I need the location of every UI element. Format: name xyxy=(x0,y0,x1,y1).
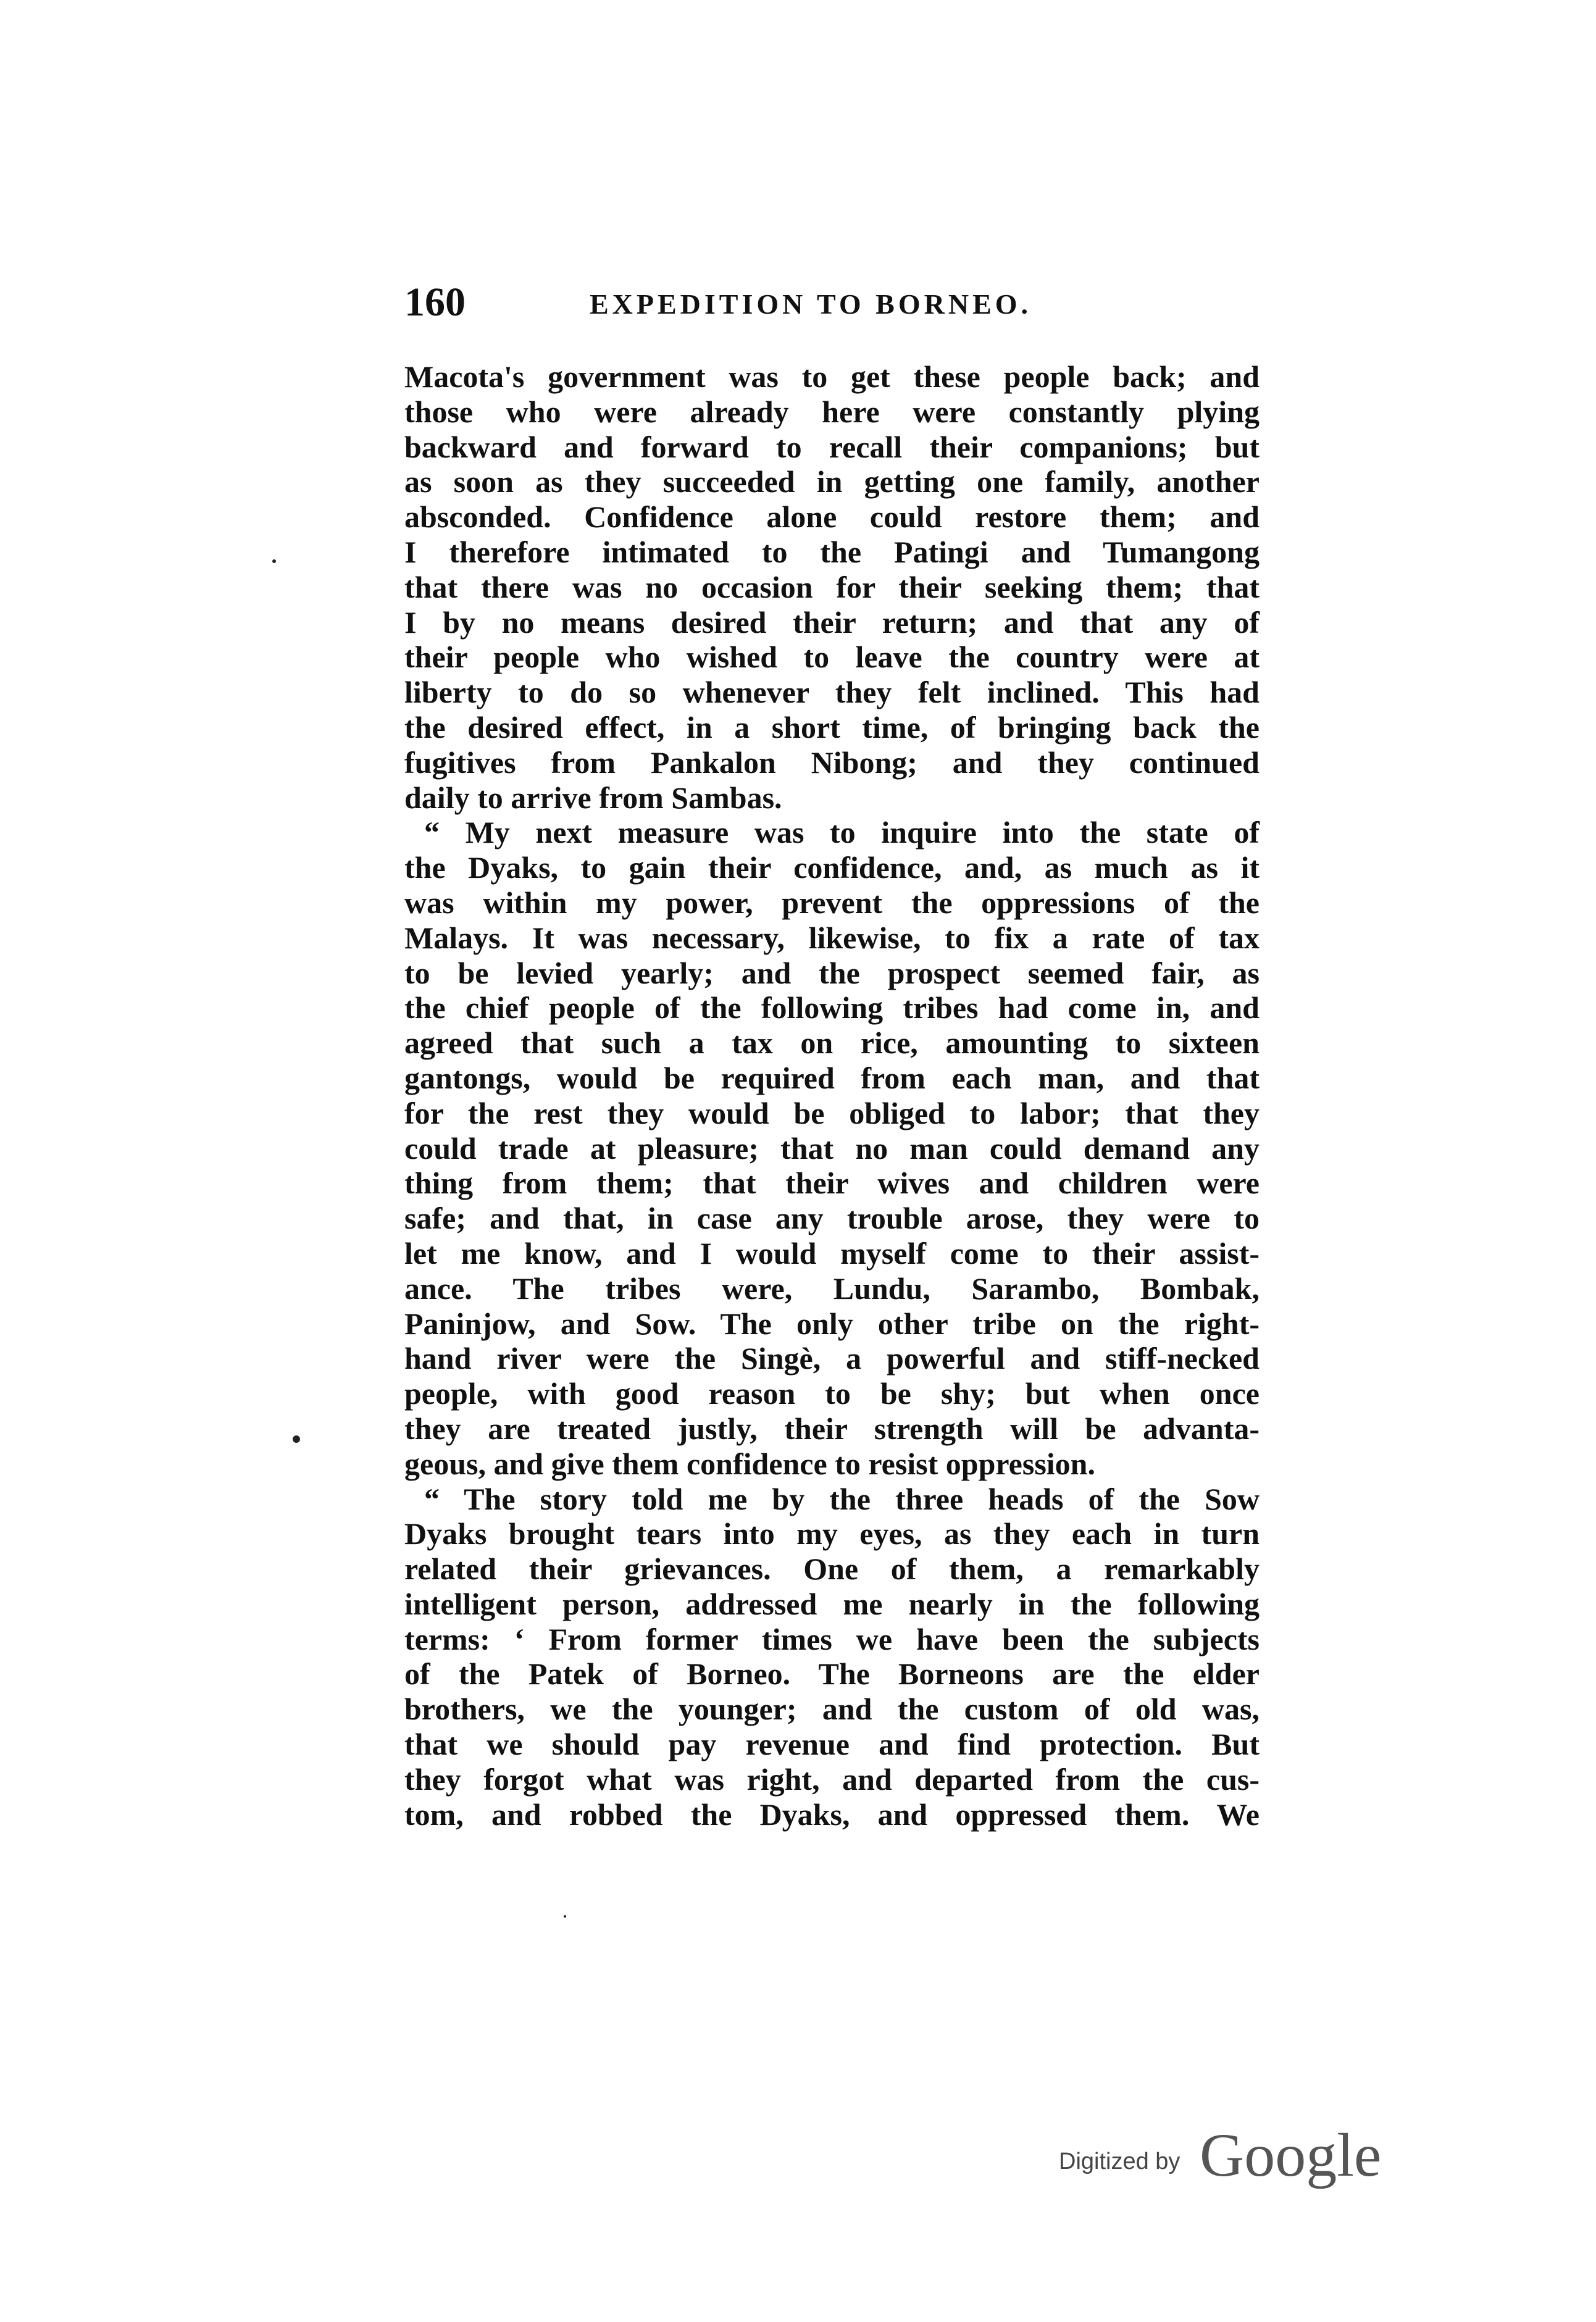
text-line: agreed that such a tax on rice, amounting to sixteen xyxy=(404,1025,1260,1061)
text-line: could trade at pleasure; that no man could demand any xyxy=(404,1130,1260,1166)
running-head: EXPEDITION TO BORNEO. xyxy=(590,288,1032,320)
text-line: backward and forward to recall their companions; but xyxy=(404,429,1260,464)
text-line: the Dyaks, to gain their confidence, and, as much as it xyxy=(404,850,1260,885)
margin-speck xyxy=(564,1915,566,1918)
text-line: hand river were the Singè, a powerful and stiff-necked xyxy=(404,1341,1260,1376)
margin-speck xyxy=(293,1435,300,1443)
text-line: those who were already here were constantly plying xyxy=(404,394,1260,429)
page-header xyxy=(404,278,1263,327)
digitization-footer xyxy=(1059,2121,1405,2189)
text-line: thing from them; that their wives and children were xyxy=(404,1166,1260,1201)
text-line: was within my power, prevent the oppressions of the xyxy=(404,885,1260,920)
text-line: their people who wished to leave the country were at xyxy=(404,640,1260,675)
text-line: people, with good reason to be shy; but when once xyxy=(404,1376,1260,1411)
text-line: “ The story told me by the three heads of the Sow xyxy=(424,1481,1260,1516)
text-line: they forgot what was right, and departed from the cus- xyxy=(404,1761,1260,1797)
margin-speck xyxy=(272,559,276,563)
digitized-by-label: Digitized by xyxy=(1059,2149,1180,2174)
text-line: “ My next measure was to inquire into the state of xyxy=(424,815,1260,850)
text-line: for the rest they would be obliged to labor; that they xyxy=(404,1095,1260,1130)
text-line: Paninjow, and Sow. The only other tribe on the right- xyxy=(404,1306,1260,1341)
text-line: Dyaks brought tears into my eyes, as they each in turn xyxy=(404,1516,1260,1551)
page-number: 160 xyxy=(404,280,466,325)
text-line: I therefore intimated to the Patingi and Tumangong xyxy=(404,534,1260,569)
text-line: fugitives from Pankalon Nibong; and they continued xyxy=(404,745,1260,780)
text-line: they are treated justly, their strength will be advanta- xyxy=(404,1411,1260,1446)
google-logo: Google xyxy=(1200,2121,1382,2189)
text-line: that there was no occasion for their seeking them; that xyxy=(404,569,1260,604)
text-line: daily to arrive from Sambas. xyxy=(404,780,782,815)
text-line: to be levied yearly; and the prospect seemed fair, as xyxy=(404,955,1260,990)
text-line: ance. The tribes were, Lundu, Sarambo, Bombak, xyxy=(404,1271,1260,1306)
text-line: safe; and that, in case any trouble arose, they were to xyxy=(404,1201,1260,1236)
text-line: gantongs, would be required from each man, and that xyxy=(404,1060,1260,1095)
text-line: the chief people of the following tribes had come in, and xyxy=(404,990,1260,1025)
text-line: let me know, and I would myself come to their assist- xyxy=(404,1235,1260,1271)
text-line: absconded. Confidence alone could restore them; and xyxy=(404,499,1260,535)
text-line: geous, and give them confidence to resist oppression. xyxy=(404,1446,1095,1481)
text-line: related their grievances. One of them, a remarkably xyxy=(404,1551,1260,1587)
body-text xyxy=(404,359,1260,1832)
text-line: I by no means desired their return; and that any of xyxy=(404,604,1260,640)
text-line: intelligent person, addressed me nearly in the following xyxy=(404,1586,1260,1621)
text-line: tom, and robbed the Dyaks, and oppressed them. We xyxy=(404,1797,1260,1832)
text-line: liberty to do so whenever they felt inclined. This had xyxy=(404,675,1260,710)
text-line: of the Patek of Borneo. The Borneons are the elder xyxy=(404,1656,1260,1692)
text-line: the desired effect, in a short time, of bringing back the xyxy=(404,709,1260,745)
text-line: terms: ‘ From former times we have been the subjects xyxy=(404,1621,1260,1656)
text-line: brothers, we the younger; and the custom of old was, xyxy=(404,1692,1260,1727)
text-line: that we should pay revenue and find protection. But xyxy=(404,1727,1260,1762)
text-line: as soon as they succeeded in getting one family, another xyxy=(404,464,1260,499)
text-line: Malays. It was necessary, likewise, to fix a rate of tax xyxy=(404,920,1260,955)
text-line: Macota's government was to get these people back; and xyxy=(404,359,1260,394)
